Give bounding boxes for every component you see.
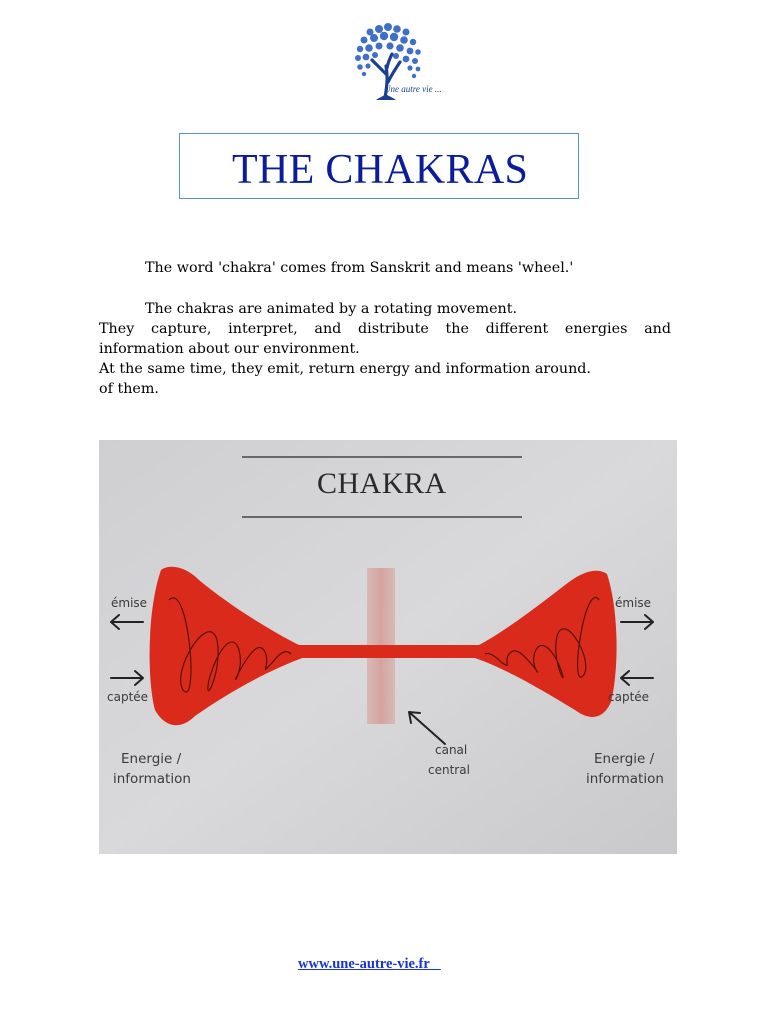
right-info-label-2: information (586, 771, 664, 787)
paragraph-line: of them. (99, 381, 159, 397)
paragraph-line: information about our environment. (99, 341, 360, 357)
logo (330, 22, 456, 110)
diagram-heading: CHAKRA (317, 467, 447, 500)
center-label-1: canal (435, 743, 468, 757)
website-link[interactable]: www.une-autre-vie.fr (298, 956, 430, 972)
paragraph-intro: The word 'chakra' comes from Sanskrit and means 'wheel.' (145, 260, 574, 276)
left-info-label-2: information (113, 771, 191, 787)
paragraph-line: At the same time, they emit, return energy and information around. (99, 361, 591, 377)
left-info-label-1: Energie / (121, 751, 182, 767)
chakra-drawing (99, 440, 677, 854)
left-receive-label: captée (107, 690, 149, 704)
chakra-diagram-photo (99, 440, 677, 854)
logo-caption: Une autre vie ... (384, 84, 442, 94)
paragraph-line: They capture, interpret, and distribute the different energies and (99, 321, 671, 337)
right-emit-label: émise (615, 596, 652, 610)
tree-logo-icon (330, 22, 456, 110)
title-box (179, 133, 579, 199)
center-label-2: central (428, 763, 470, 777)
connecting-stem (295, 645, 483, 658)
paragraph-line: The chakras are animated by a rotating movement. (145, 301, 518, 317)
right-receive-label: captée (608, 690, 650, 704)
page-title: THE CHAKRAS (232, 147, 529, 193)
left-emit-label: émise (111, 596, 148, 610)
paragraph-description (99, 299, 671, 399)
right-info-label-1: Energie / (594, 751, 655, 767)
